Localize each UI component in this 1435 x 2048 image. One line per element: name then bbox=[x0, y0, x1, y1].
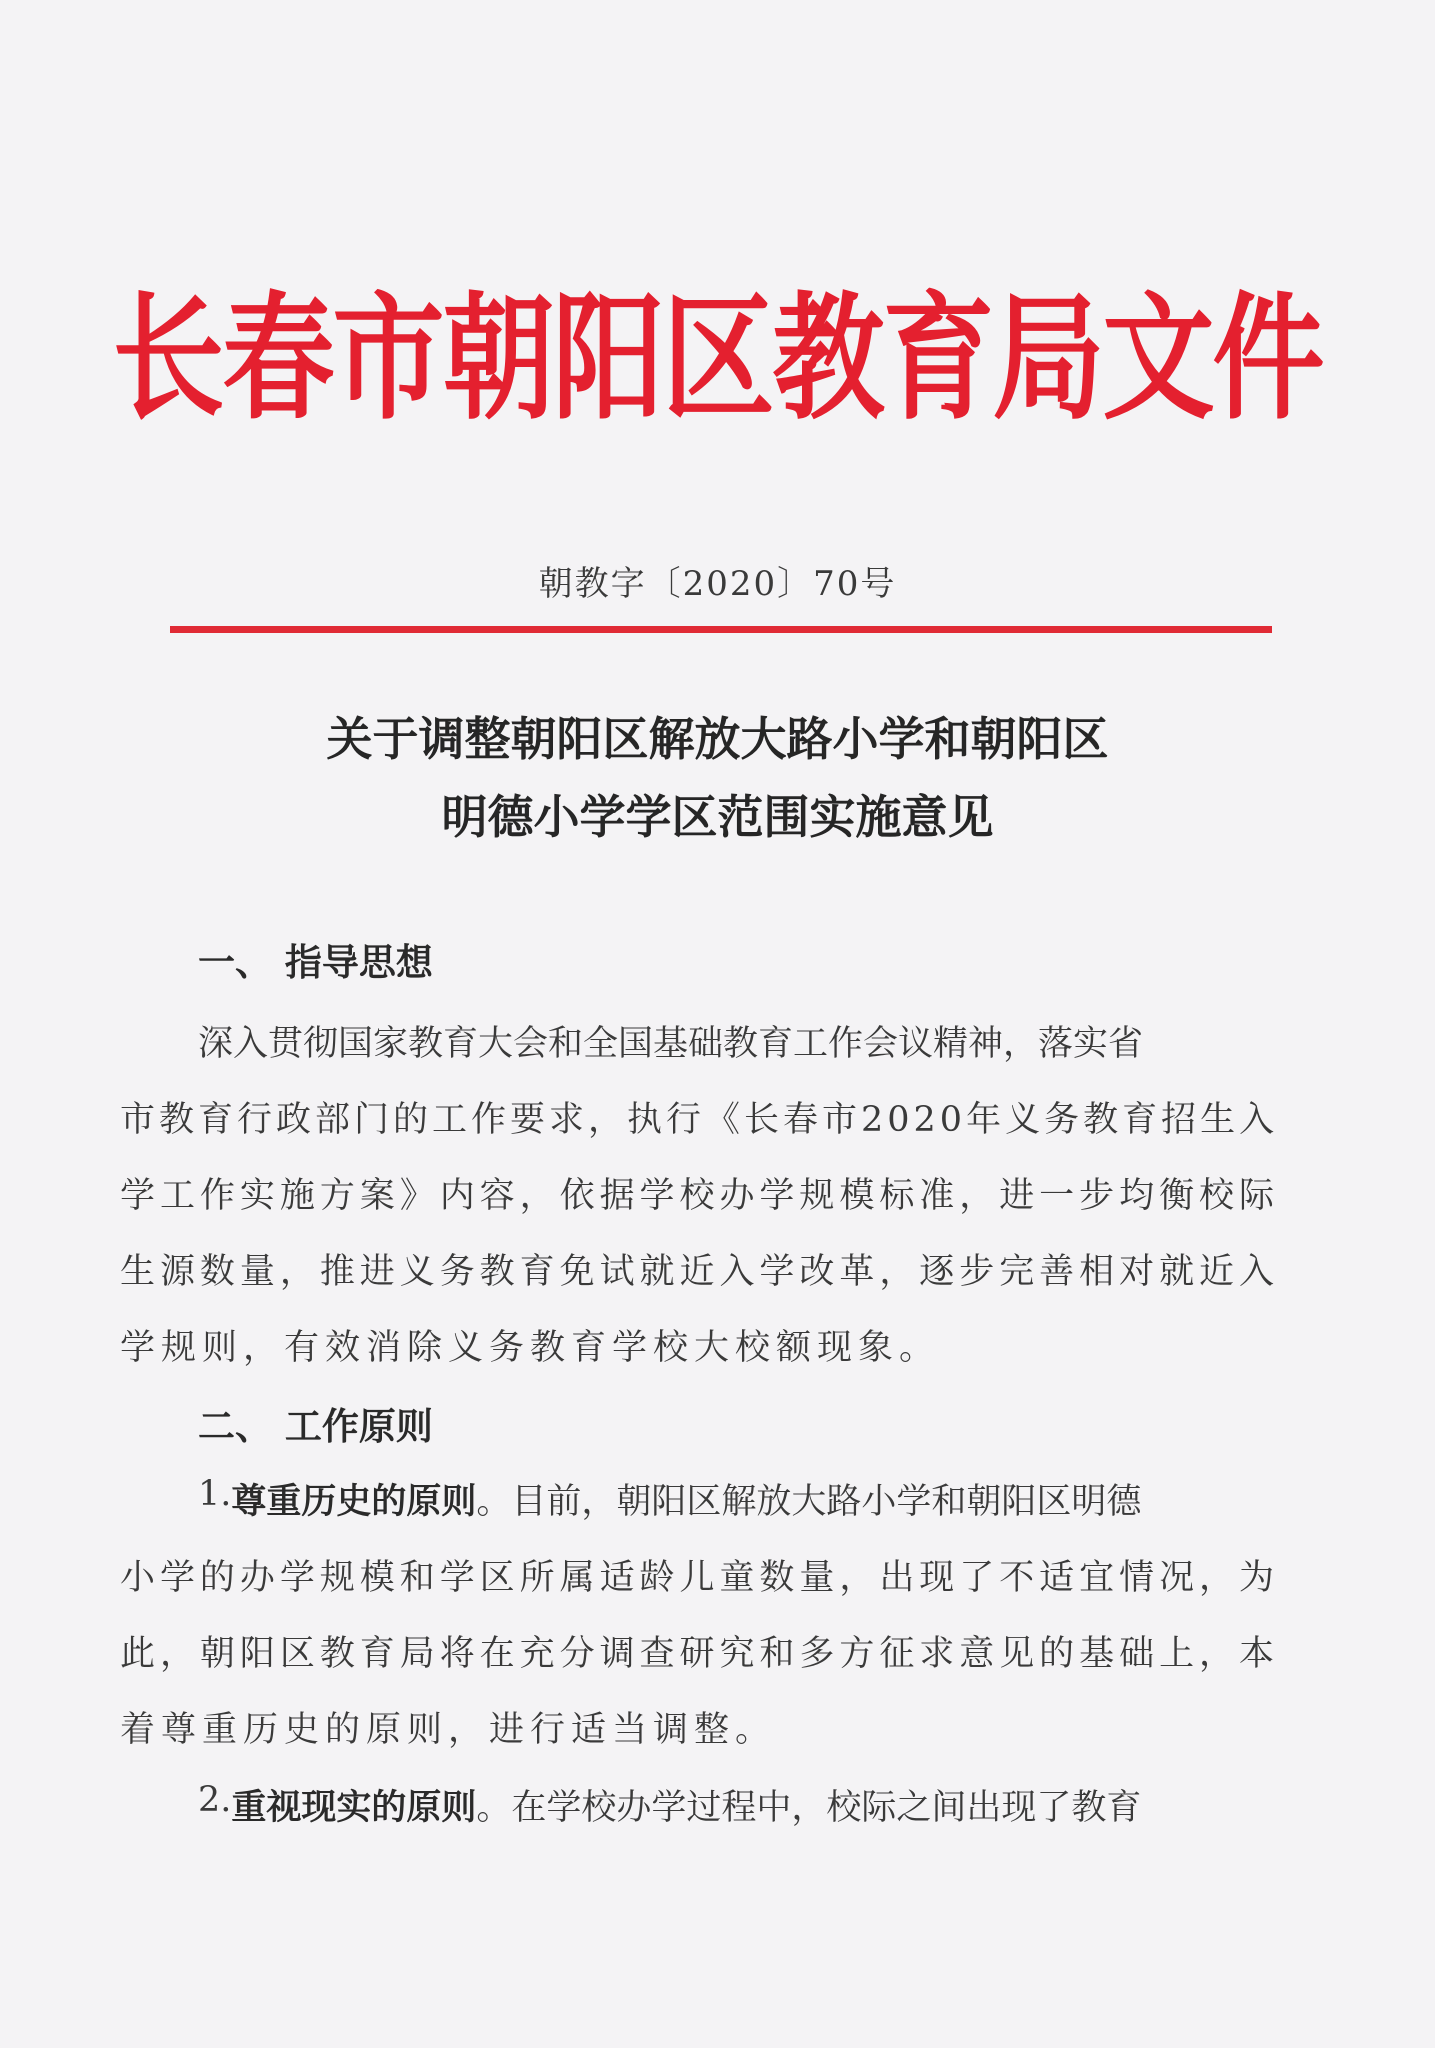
section-1-line-2 bbox=[120, 1092, 1279, 1142]
section-1-text-4: 生源数量，推进义务教育免试就近入学改革，逐步完善相对就近入 bbox=[120, 1252, 1279, 1292]
document-title-line-1: 关于调整朝阳区解放大路小学和朝阳区 bbox=[326, 712, 1109, 766]
issuer-header: 长春市朝阳区教育局文件 bbox=[112, 278, 1323, 439]
item-1-text-2: 小学的办学规模和学区所属适龄儿童数量，出现了不适宜情况，为 bbox=[120, 1558, 1279, 1598]
section-2-item-1-line-2 bbox=[120, 1550, 1279, 1600]
section-1-text-5: 学规则，有效消除义务教育学校大校额现象。 bbox=[120, 1328, 941, 1368]
section-2-item-1-line-3 bbox=[120, 1626, 1279, 1676]
item-1-text: 。目前，朝阳区解放大路小学和朝阳区明德 bbox=[476, 1482, 1142, 1522]
section-1-heading: 一、 指导思想 bbox=[198, 941, 433, 984]
document-title bbox=[0, 700, 1435, 856]
item-1-text-3: 此，朝阳区教育局将在充分调查研究和多方征求意见的基础上，本 bbox=[120, 1634, 1279, 1674]
item-2-text: 。在学校办学过程中，校际之间出现了教育 bbox=[476, 1788, 1142, 1828]
section-1-line-5 bbox=[120, 1320, 1274, 1370]
section-2-item-1-line-1 bbox=[198, 1474, 1274, 1524]
red-divider-line bbox=[170, 626, 1272, 633]
section-1-line-4 bbox=[120, 1244, 1279, 1294]
section-2-item-1-line-4 bbox=[120, 1702, 1274, 1752]
section-1-text-2: 市教育行政部门的工作要求，执行《长春市2020年义务教育招生入 bbox=[120, 1100, 1279, 1140]
section-1-text-1: 深入贯彻国家教育大会和全国基础教育工作会议精神，落实省 bbox=[198, 1024, 1144, 1064]
document-title-line-2: 明德小学学区范围实施意见 bbox=[441, 790, 994, 844]
section-1-line-3 bbox=[120, 1168, 1279, 1218]
section-1-text-3: 学工作实施方案》内容，依据学校办学规模标准，进一步均衡校际 bbox=[120, 1176, 1279, 1216]
item-2-number: 2. bbox=[198, 1780, 232, 1820]
item-1-text-4: 着尊重历史的原则，进行适当调整。 bbox=[120, 1710, 777, 1750]
item-2-label: 重视现实的原则 bbox=[231, 1788, 477, 1828]
item-1-number: 1. bbox=[198, 1474, 232, 1514]
section-2-heading: 二、 工作原则 bbox=[198, 1405, 433, 1448]
item-1-label: 尊重历史的原则 bbox=[231, 1482, 477, 1522]
document-number: 朝教字〔2020〕70号 bbox=[538, 564, 897, 604]
section-2-item-2-line-1 bbox=[198, 1780, 1274, 1830]
section-1-line-1 bbox=[198, 1016, 1274, 1066]
